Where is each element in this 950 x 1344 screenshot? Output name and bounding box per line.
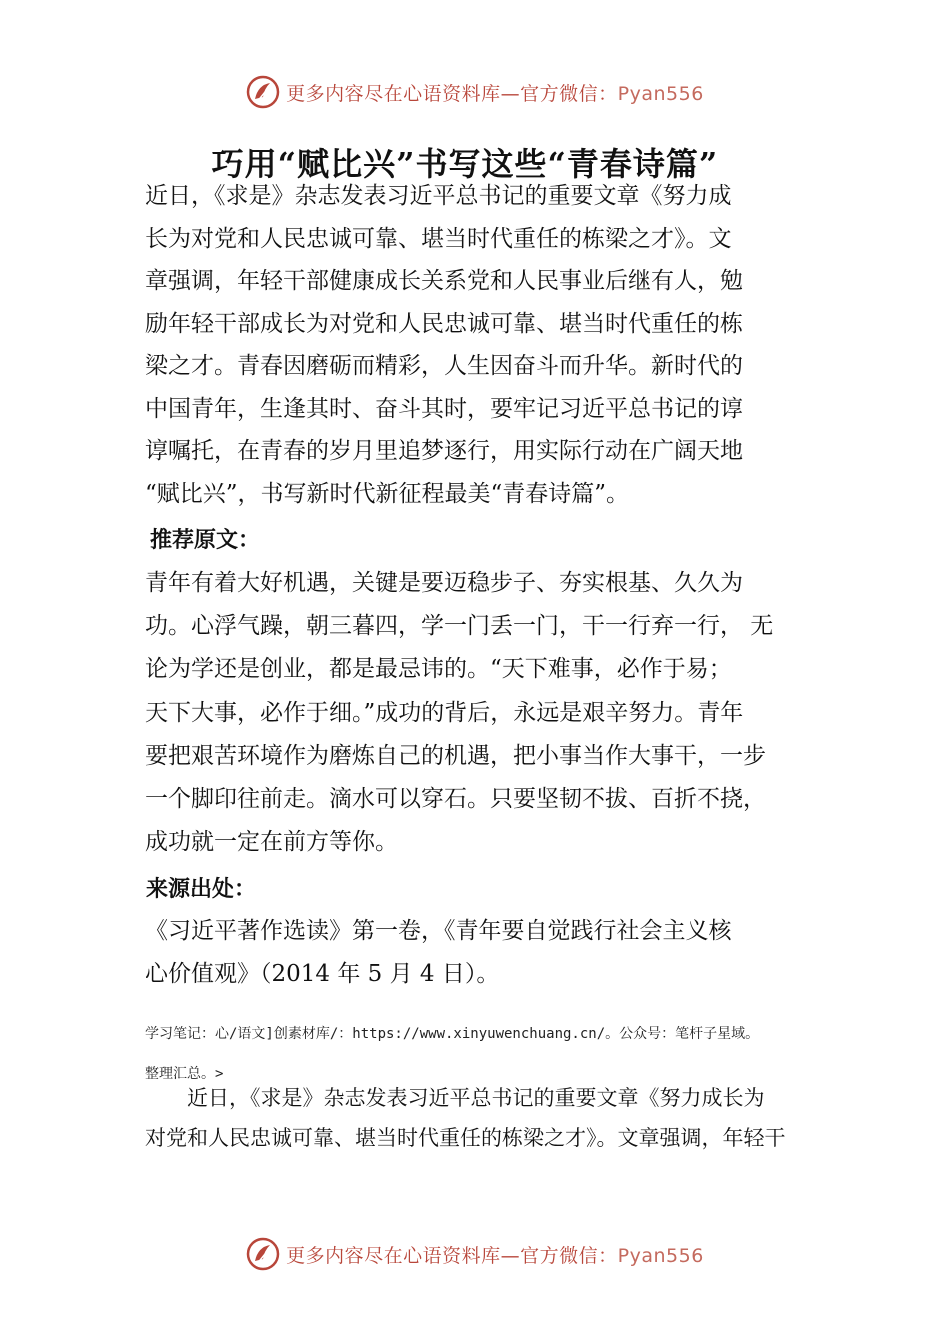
intro-line: 中国青年，生逢其时、奋斗其时，要牢记习近平总书记的谆 — [145, 395, 743, 422]
original-paragraph — [145, 562, 815, 864]
original-line: 一个脚印往前走。滴水可以穿石。只要坚韧不拔、百折不挠， — [145, 786, 766, 813]
intro-line: “赋比兴”，书写新时代新征程最美“青春诗篇”。 — [145, 480, 630, 507]
original-line: 天下大事，必作于细。”成功的背后，永远是艰辛努力。青年 — [145, 699, 744, 726]
note-line: 整理汇总。> — [145, 1066, 224, 1082]
intro-line: 梁之才。青春因磨砺而精彩，人生因奋斗而升华。新时代的 — [145, 353, 743, 379]
logo-icon — [246, 75, 280, 109]
intro-line: 谆嘱托，在青春的岁月里追梦逐行，用实际行动在广阔天地 — [145, 438, 743, 464]
source-line: 心价值观》（2014 年 5 月 4 日）。 — [145, 960, 500, 987]
banner-text: 更多内容尽在心语资料库—官方微信：Pyan556 — [286, 1244, 704, 1267]
repeated-intro — [145, 1078, 825, 1158]
page-title: 巧用“赋比兴”书写这些“青春诗篇” — [211, 145, 719, 184]
intro-paragraph — [145, 175, 815, 515]
original-line: 青年有着大好机遇，关键是要迈稳步子、夯实根基、久久为 — [145, 570, 743, 596]
repeat-line: 近日，《求是》杂志发表习近平总书记的重要文章《努力成长为 — [145, 1086, 765, 1110]
original-line: 功。心浮气躁，朝三暮四，学一门丢一门，干一行弃一行， 无 — [145, 613, 774, 640]
source-heading: 来源出处： — [146, 877, 257, 902]
intro-line: 章强调，年轻干部健康成长关系党和人民事业后继有人，勉 — [145, 268, 743, 294]
intro-line: 近日，《求是》杂志发表习近平总书记的重要文章《努力成 — [145, 183, 732, 209]
banner-text: 更多内容尽在心语资料库—官方微信：Pyan556 — [286, 82, 704, 105]
source-paragraph — [145, 910, 815, 995]
intro-line: 励年轻干部成长为对党和人民忠诚可靠、堪当时代重任的栋 — [145, 310, 743, 337]
intro-line: 长为对党和人民忠诚可靠、堪当时代重任的栋梁之才》。文 — [145, 225, 732, 252]
original-line: 成功就一定在前方等你。 — [145, 829, 398, 856]
recommend-heading: 推荐原文： — [150, 528, 261, 553]
original-line: 论为学还是创业，都是最忌讳的。“天下难事，必作于易； — [145, 656, 732, 683]
logo-icon — [246, 1237, 280, 1271]
original-line: 要把艰苦环境作为磨炼自己的机遇，把小事当作大事干，一步 — [145, 742, 766, 769]
note-line: 学习笔记：心/语文]创素材库/：https://www.xinyuwenchuang.cn/。公众号：笔杆子星域。 — [145, 1026, 760, 1042]
wechat-id: Pyan556 — [617, 1244, 704, 1267]
repeat-line: 对党和人民忠诚可靠、堪当时代重任的栋梁之才》。文章强调，年轻干 — [145, 1126, 786, 1150]
source-line: 《习近平著作选读》第一卷，《青年要自觉践行社会主义核 — [145, 918, 732, 944]
header-banner — [0, 72, 950, 112]
wechat-id: Pyan556 — [617, 82, 704, 105]
footer-banner — [0, 1234, 950, 1274]
